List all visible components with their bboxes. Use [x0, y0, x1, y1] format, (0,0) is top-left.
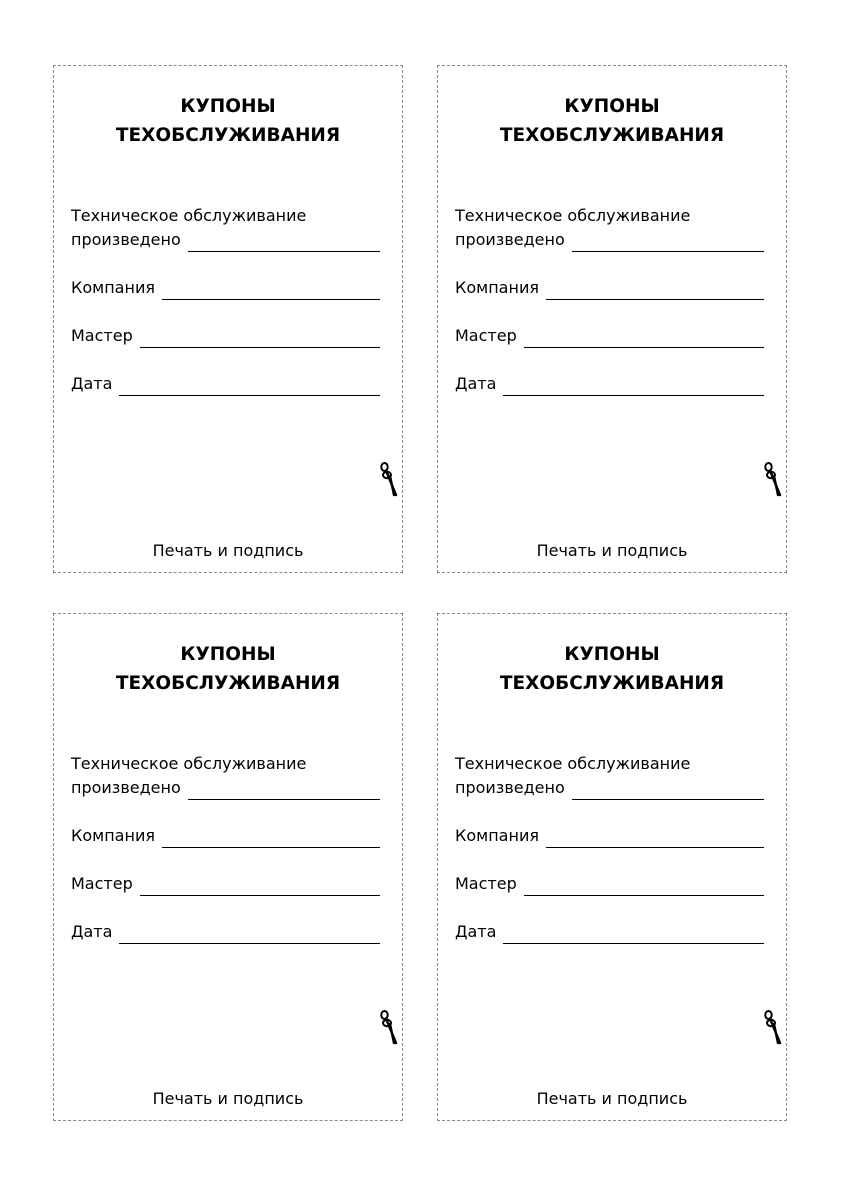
master-blank-line	[140, 329, 380, 348]
master-field	[71, 872, 380, 896]
scissors-icon	[378, 462, 402, 500]
date-field	[455, 372, 764, 396]
coupon-card	[437, 613, 787, 1121]
date-blank-line	[503, 925, 764, 944]
date-blank-line	[119, 925, 380, 944]
maintenance-label-line1: Техническое обслуживание	[455, 206, 691, 225]
maintenance-field	[71, 204, 380, 252]
maintenance-blank-line	[572, 781, 764, 800]
date-blank-line	[503, 377, 764, 396]
company-field	[71, 824, 380, 848]
company-field	[71, 276, 380, 300]
maintenance-label-line1: Техническое обслуживание	[455, 754, 691, 773]
maintenance-field	[455, 204, 764, 252]
coupon-title-line2: ТЕХОБСЛУЖИВАНИЯ	[115, 125, 341, 146]
master-field	[71, 324, 380, 348]
master-field	[455, 324, 764, 348]
master-label: Мастер	[71, 874, 133, 893]
company-label: Компания	[71, 278, 155, 297]
coupon-title-line1: КУПОНЫ	[564, 644, 660, 665]
coupon-title-line1: КУПОНЫ	[180, 96, 276, 117]
maintenance-label-line1: Техническое обслуживание	[71, 206, 307, 225]
stamp-signature-label: Печать и подпись	[152, 541, 304, 560]
maintenance-label-line2: произведено	[71, 230, 181, 249]
maintenance-field	[71, 752, 380, 800]
company-label: Компания	[71, 826, 155, 845]
company-blank-line	[546, 281, 764, 300]
company-blank-line	[162, 829, 380, 848]
maintenance-blank-line	[188, 233, 380, 252]
maintenance-blank-line	[188, 781, 380, 800]
master-field	[455, 872, 764, 896]
master-blank-line	[524, 877, 764, 896]
coupon-title-line2: ТЕХОБСЛУЖИВАНИЯ	[499, 673, 725, 694]
date-label: Дата	[455, 374, 497, 393]
date-field	[71, 372, 380, 396]
company-blank-line	[162, 281, 380, 300]
coupon-title-line1: КУПОНЫ	[180, 644, 276, 665]
coupon-title-line1: КУПОНЫ	[564, 96, 660, 117]
scissors-icon	[762, 1010, 786, 1048]
date-label: Дата	[455, 922, 497, 941]
maintenance-label-line1: Техническое обслуживание	[71, 754, 307, 773]
scissors-icon	[378, 1010, 402, 1048]
coupon-title	[438, 640, 786, 698]
coupon-title	[54, 92, 402, 150]
company-blank-line	[546, 829, 764, 848]
coupon-title-line2: ТЕХОБСЛУЖИВАНИЯ	[115, 673, 341, 694]
stamp-signature-label: Печать и подпись	[536, 1089, 688, 1108]
master-label: Мастер	[455, 874, 517, 893]
coupon-card	[53, 613, 403, 1121]
date-label: Дата	[71, 374, 113, 393]
company-label: Компания	[455, 826, 539, 845]
coupon-title	[438, 92, 786, 150]
company-field	[455, 824, 764, 848]
coupon-title-line2: ТЕХОБСЛУЖИВАНИЯ	[499, 125, 725, 146]
stamp-signature-label: Печать и подпись	[152, 1089, 304, 1108]
maintenance-blank-line	[572, 233, 764, 252]
company-label: Компания	[455, 278, 539, 297]
coupon-title	[54, 640, 402, 698]
company-field	[455, 276, 764, 300]
coupon-card	[53, 65, 403, 573]
coupon-card	[437, 65, 787, 573]
master-blank-line	[524, 329, 764, 348]
stamp-signature-label: Печать и подпись	[536, 541, 688, 560]
maintenance-label-line2: произведено	[455, 778, 565, 797]
master-label: Мастер	[71, 326, 133, 345]
maintenance-field	[455, 752, 764, 800]
date-field	[71, 920, 380, 944]
maintenance-label-line2: произведено	[455, 230, 565, 249]
date-field	[455, 920, 764, 944]
maintenance-label-line2: произведено	[71, 778, 181, 797]
date-label: Дата	[71, 922, 113, 941]
master-label: Мастер	[455, 326, 517, 345]
master-blank-line	[140, 877, 380, 896]
date-blank-line	[119, 377, 380, 396]
scissors-icon	[762, 462, 786, 500]
